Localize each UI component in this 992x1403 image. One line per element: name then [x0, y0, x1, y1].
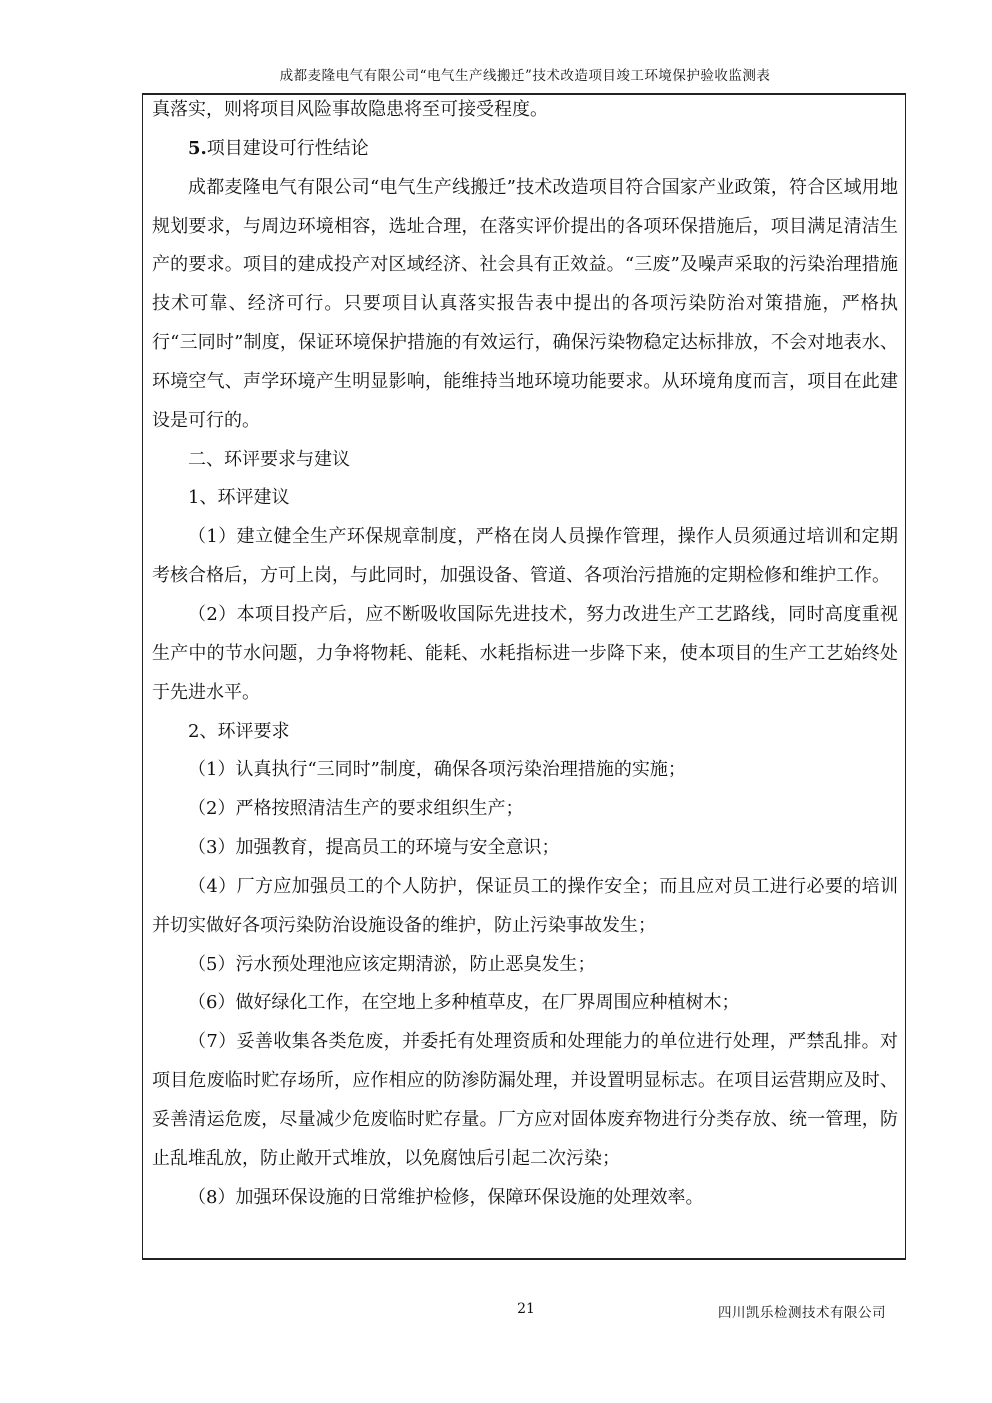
requirement-item: （2）严格按照清洁生产的要求组织生产； [188, 798, 524, 820]
running-header: 成都麦隆电气有限公司“电气生产线搬迁”技术改造项目竣工环境保护验收监测表 [279, 68, 771, 84]
continued-paragraph: 真落实，则将项目风险事故隐患将至可接受程度。 [152, 99, 548, 120]
page-number: 21 [517, 1301, 535, 1317]
conclusion-heading [152, 130, 898, 169]
footer-company-name: 四川凯乐检测技术有限公司 [718, 1305, 886, 1321]
requirement-item: （5）污水预处理池应该定期清淤，防止恶臭发生； [188, 953, 596, 975]
requirements-heading: 2、环评要求 [188, 720, 290, 742]
suggestion-item: （1）建立健全生产环保规章制度，严格在岗人员操作管理，操作人员须通过培训和定期考核合格后，方可上岗，与此同时，加强设备、管道、各项治污措施的定期检修和维护工作。 [152, 526, 898, 587]
requirement-item: （6）做好绿化工作，在空地上多种植草皮，在厂界周围应种植树木； [188, 992, 740, 1014]
requirement-item: （3）加强教育，提高员工的环境与安全意识； [188, 837, 560, 859]
conclusion-number: 5. [188, 137, 207, 159]
document-body [152, 91, 898, 1217]
requirement-item: （8）加强环保设施的日常维护检修，保障环保设施的处理效率。 [188, 1186, 704, 1208]
requirement-item: （4）厂方应加强员工的个人防护，保证员工的操作安全；而且应对员工进行必要的培训并切实做好各项污染防治设施设备的维护，防止污染事故发生； [152, 875, 898, 936]
requirement-item: （7）妥善收集各类危废，并委托有处理资质和处理能力的单位进行处理，严禁乱排。对项目危废临时贮存场所，应作相应的防渗防漏处理，并设置明显标志。在项目运营期应及时、妥善清运危废，尽量减少危废临时贮存量。厂方应对固体废弃物进行分类存放、统一管理，防止乱堆乱放，防止敞开式堆放，以免腐蚀后引起二次污染； [152, 1031, 898, 1169]
conclusion-paragraph: 成都麦隆电气有限公司“电气生产线搬迁”技术改造项目符合国家产业政策，符合区域用地规划要求，与周边环境相容，选址合理，在落实评价提出的各项环保措施后，项目满足清洁生产的要求。项目的建成投产对区域经济、社会具有正效益。“三废”及噪声采取的污染治理措施技术可靠、经济可行。只要项目认真落实报告表中提出的各项污染防治对策措施，严格执行“三同时”制度，保证环境保护措施的有效运行，确保污染物稳定达标排放，不会对地表水、环境空气、声学环境产生明显影响，能维持当地环境功能要求。从环境角度而言，项目在此建设是可行的。 [152, 176, 898, 431]
suggestion-item: （2）本项目投产后，应不断吸收国际先进技术，努力改进生产工艺路线，同时高度重视生产中的节水问题，力争将物耗、能耗、水耗指标进一步降下来，使本项目的生产工艺始终处于先进水平。 [152, 603, 898, 703]
requirement-item: （1）认真执行“三同时”制度，确保各项污染治理措施的实施； [188, 759, 686, 781]
suggestions-heading: 1、环评建议 [188, 487, 290, 509]
conclusion-title: 项目建设可行性结论 [206, 137, 369, 159]
section-two-heading: 二、环评要求与建议 [188, 448, 350, 470]
